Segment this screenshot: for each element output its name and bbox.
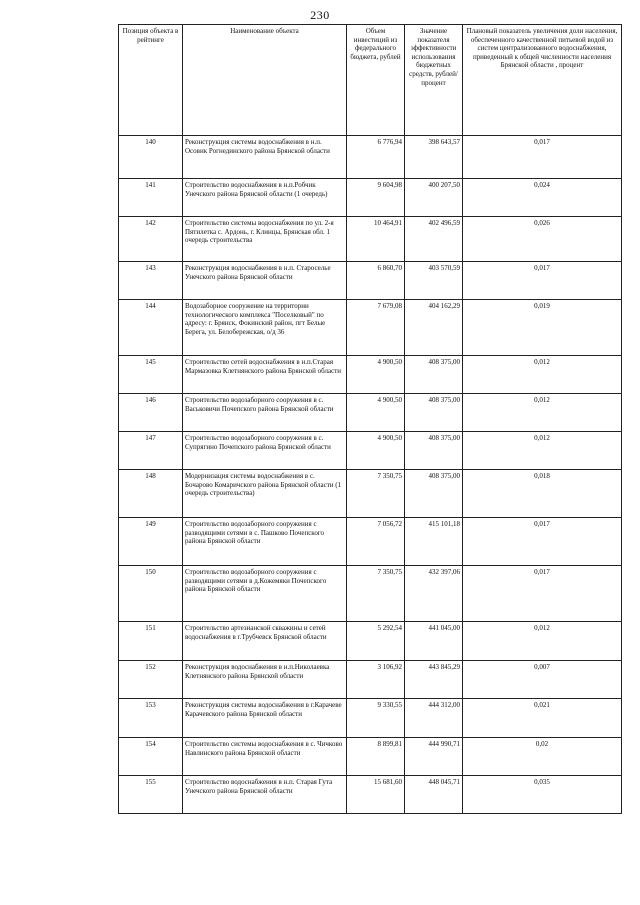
row-indicator: 0,007 — [463, 661, 622, 699]
row-efficiency: 408 375,00 — [405, 394, 463, 432]
table-header-row — [119, 25, 622, 136]
row-name: Строительство системы водоснабжения в с. Чичково Навлинского района Брянской области — [183, 738, 347, 776]
row-efficiency: 444 312,00 — [405, 699, 463, 738]
page-number: 230 — [310, 8, 330, 22]
row-efficiency: 404 162,29 — [405, 300, 463, 356]
table-row — [119, 661, 622, 699]
header-position: Позиция объекта в рейтинге — [119, 25, 183, 136]
row-efficiency: 443 845,29 — [405, 661, 463, 699]
row-indicator: 0,017 — [463, 566, 622, 622]
row-name: Реконструкция водоснабжения в н.п. Староселье Унечского района Брянской области — [183, 262, 347, 300]
row-name: Строительство водозаборного сооружения с разводящими сетями в с. Пашково Почепского района Брянской области — [183, 518, 347, 566]
row-position: 145 — [119, 356, 183, 394]
row-efficiency: 398 643,57 — [405, 136, 463, 179]
table-row — [119, 300, 622, 356]
row-investment: 7 350,75 — [347, 470, 405, 518]
row-indicator: 0,018 — [463, 470, 622, 518]
row-investment: 5 292,54 — [347, 622, 405, 661]
row-indicator: 0,02 — [463, 738, 622, 776]
row-investment: 4 900,50 — [347, 356, 405, 394]
row-investment: 8 899,81 — [347, 738, 405, 776]
table-row — [119, 394, 622, 432]
table-row — [119, 622, 622, 661]
row-indicator: 0,012 — [463, 622, 622, 661]
row-name: Строительство водозаборного сооружения в с. Васьковичи Почепского района Брянской области — [183, 394, 347, 432]
table-row — [119, 136, 622, 179]
row-name: Строительство системы водоснабжения по ул. 2-я Пятилетка с. Ардонь, г. Клинцы, Брянская обл. 1 очередь строительства — [183, 217, 347, 262]
row-name: Строительство сетей водоснабжения в н.п.Старая Мармазовка Клетнянского района Брянской области — [183, 356, 347, 394]
row-indicator: 0,012 — [463, 394, 622, 432]
row-indicator: 0,017 — [463, 136, 622, 179]
row-investment: 15 681,60 — [347, 776, 405, 814]
row-position: 153 — [119, 699, 183, 738]
row-name: Модернизация системы водоснабжения в с. Бочарово Комаричского района Брянской области (1 очередь строительства) — [183, 470, 347, 518]
row-name: Водозаборное сооружение на территории технологического комплекса "Поселковый" по адресу: г. Брянск, Фокинский район, пгт Белые Берега, ул. Белобережская, о/д 36 — [183, 300, 347, 356]
row-efficiency: 432 397,06 — [405, 566, 463, 622]
row-position: 154 — [119, 738, 183, 776]
row-position: 149 — [119, 518, 183, 566]
table-row — [119, 470, 622, 518]
header-efficiency: Значение показателя эффективности использования бюджетных средств, рублей/процент — [405, 25, 463, 136]
row-indicator: 0,026 — [463, 217, 622, 262]
row-investment: 9 330,55 — [347, 699, 405, 738]
row-investment: 6 860,70 — [347, 262, 405, 300]
row-efficiency: 415 101,18 — [405, 518, 463, 566]
row-name: Строительство водозаборного сооружения в с. Супрягино Почепского района Брянской области — [183, 432, 347, 470]
table-row — [119, 217, 622, 262]
table-row — [119, 262, 622, 300]
row-name: Реконструкция системы водоснабжения в г.Карачеве Карачевского района Брянской области — [183, 699, 347, 738]
table-row — [119, 566, 622, 622]
row-investment: 3 106,92 — [347, 661, 405, 699]
row-name: Строительство артезианской скважины и сетей водоснабжения в г.Трубчевск Брянской области — [183, 622, 347, 661]
row-position: 142 — [119, 217, 183, 262]
row-indicator: 0,024 — [463, 179, 622, 217]
table-row — [119, 699, 622, 738]
table-row — [119, 518, 622, 566]
row-efficiency: 441 045,00 — [405, 622, 463, 661]
table-row — [119, 356, 622, 394]
header-indicator: Плановый показатель увеличения доли населения, обеспеченного качественной питьевой водой из систем централизованного водоснабжения, приведенный к общей численности населения Брянской области , процент — [463, 25, 622, 136]
row-investment: 7 056,72 — [347, 518, 405, 566]
row-name: Реконструкция системы водоснабжения в н.п. Осовик Рогнединского района Брянской области — [183, 136, 347, 179]
row-indicator: 0,017 — [463, 262, 622, 300]
row-investment: 7 679,08 — [347, 300, 405, 356]
table-row — [119, 738, 622, 776]
row-investment: 4 900,50 — [347, 394, 405, 432]
investment-table — [118, 24, 622, 814]
row-position: 148 — [119, 470, 183, 518]
row-indicator: 0,012 — [463, 432, 622, 470]
row-name: Реконструкция водоснабжения в н.п.Николаевка Клетнянского района Брянской области — [183, 661, 347, 699]
row-investment: 6 776,94 — [347, 136, 405, 179]
row-indicator: 0,021 — [463, 699, 622, 738]
row-position: 143 — [119, 262, 183, 300]
row-position: 144 — [119, 300, 183, 356]
row-position: 141 — [119, 179, 183, 217]
row-position: 150 — [119, 566, 183, 622]
row-position: 147 — [119, 432, 183, 470]
row-efficiency: 402 496,59 — [405, 217, 463, 262]
row-indicator: 0,017 — [463, 518, 622, 566]
table-body — [119, 136, 622, 814]
row-efficiency: 408 375,00 — [405, 356, 463, 394]
row-investment: 9 604,98 — [347, 179, 405, 217]
header-name: Наименование объекта — [183, 25, 347, 136]
row-indicator: 0,035 — [463, 776, 622, 814]
table-row — [119, 776, 622, 814]
row-efficiency: 400 207,50 — [405, 179, 463, 217]
row-efficiency: 448 045,71 — [405, 776, 463, 814]
row-indicator: 0,019 — [463, 300, 622, 356]
row-efficiency: 444 990,71 — [405, 738, 463, 776]
row-investment: 7 350,75 — [347, 566, 405, 622]
row-efficiency: 408 375,00 — [405, 432, 463, 470]
row-position: 151 — [119, 622, 183, 661]
row-position: 140 — [119, 136, 183, 179]
row-investment: 10 464,91 — [347, 217, 405, 262]
row-name: Строительство водоснабжения в н.п.Робчик Унечского района Брянской области (1 очередь) — [183, 179, 347, 217]
row-indicator: 0,012 — [463, 356, 622, 394]
row-position: 155 — [119, 776, 183, 814]
row-investment: 4 900,50 — [347, 432, 405, 470]
row-name: Строительство водоснабжения в н.п. Старая Гута Унечского района Брянской области — [183, 776, 347, 814]
row-position: 152 — [119, 661, 183, 699]
row-position: 146 — [119, 394, 183, 432]
row-efficiency: 403 570,59 — [405, 262, 463, 300]
table-row — [119, 432, 622, 470]
table-row — [119, 179, 622, 217]
row-efficiency: 408 375,00 — [405, 470, 463, 518]
row-name: Строительство водозаборного сооружения с разводящими сетями в д.Кожемяки Почепского района Брянской области — [183, 566, 347, 622]
header-investment: Объем инвестиций из федерального бюджета, рублей — [347, 25, 405, 136]
